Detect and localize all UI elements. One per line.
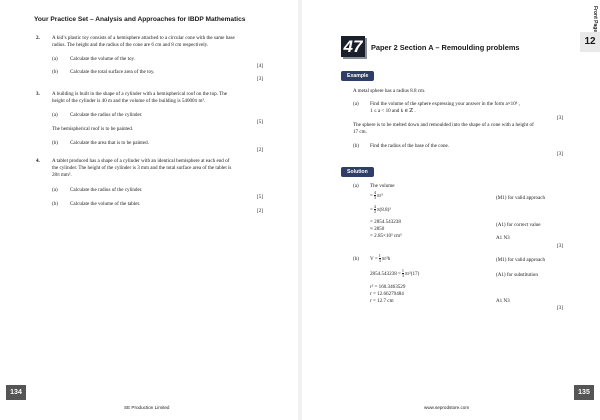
chapter-tab: 12 [580, 32, 600, 52]
question-4b-label: (b) [52, 201, 58, 207]
formula-tail: πr²h [381, 256, 391, 263]
question-4a-label: (a) [52, 187, 58, 193]
fraction-numerator: 4 [373, 190, 376, 195]
question-3b-label: (b) [52, 140, 58, 146]
example-mid-line1: The sphere is to be melted down and remoulded into the shape of a cone with a height of [353, 122, 534, 128]
example-b-label: (b) [353, 143, 359, 149]
question-4b-text: Calculate the volume of the tablet. [70, 201, 141, 207]
fraction [379, 254, 381, 264]
example-a-label: (a) [353, 101, 359, 107]
example-a-marks: [3] [557, 115, 563, 121]
question-3b-text: Calculate the area that is to be painted. [70, 140, 149, 146]
question-3a-label: (a) [52, 112, 58, 118]
example-b-text: Find the radius of the base of the cone. [370, 143, 450, 149]
question-3b-marks: [2] [257, 147, 263, 153]
example-b-marks: [3] [557, 151, 563, 157]
solution-note-m1a: (M1) for valid approach [496, 195, 546, 201]
solution-note-a1-n3b: A1 N3 [496, 298, 510, 304]
section-number-badge: 47 [341, 36, 365, 57]
example-label: Example [341, 71, 374, 81]
question-2a-text: Calculate the volume of the toy. [70, 56, 136, 62]
solution-a-marks: [3] [557, 243, 563, 249]
solution-line-cone-substitute [370, 269, 419, 279]
page-footer: www.seprodstore.com [424, 405, 470, 410]
formula-head: V = [370, 256, 378, 263]
question-2a-marks: [4] [257, 63, 263, 69]
book-gutter [298, 0, 302, 420]
question-3a-marks: [5] [257, 119, 263, 125]
question-4b-marks: [2] [257, 208, 263, 214]
solution-note-a1: (A1) for correct value [496, 222, 541, 228]
question-3-note: The hemispherical roof is to be painted. [52, 126, 134, 132]
solution-note-a1-sub: (A1) for substitution [496, 272, 538, 278]
page-header: Your Practice Set – Analysis and Approaches for IBDP Mathematics [34, 16, 246, 23]
question-3a-text: Calculate the radius of the cylinder. [70, 112, 143, 118]
solution-line-cone-formula [370, 254, 390, 264]
question-4-text-line3: 28π mm². [52, 172, 72, 178]
solution-line-answer-a: = 2.85×10³ cm³ [370, 233, 402, 239]
formula-tail: πr³ [376, 193, 383, 200]
example-a-text-line1: Find the volume of the sphere expressing your answer in the form a×10ᵏ , [370, 101, 520, 107]
fraction-denominator: 3 [378, 258, 381, 264]
solution-b-label: (b) [353, 256, 359, 262]
page-number-box: 135 [574, 385, 594, 400]
solution-b-marks: [3] [557, 305, 563, 311]
formula-tail: πr²(17) [404, 271, 420, 278]
solution-line-formula [370, 191, 383, 201]
question-4-text-line2: the cylinder. The height of the cylinder is 3 mm and the total surface area of the tablet is [52, 165, 232, 171]
solution-line-value: = 2854.543238 [370, 219, 401, 225]
equals-sign: = [370, 193, 373, 200]
fraction [402, 269, 404, 279]
example-a-text-line2: 1 ≤ a < 10 and k ∈ ℤ . [370, 108, 416, 114]
solution-line-substitute [370, 205, 391, 215]
fraction-denominator: 3 [401, 273, 404, 279]
question-4a-text: Calculate the radius of the cylinder. [70, 187, 143, 193]
solution-note-m1b: (M1) for valid approach [496, 257, 546, 263]
question-3-text-line1: A building is built in the shape of a cylinder with a hemispherical roof on the top. The [52, 91, 228, 97]
question-2b-label: (b) [52, 69, 58, 75]
right-page [304, 0, 600, 420]
fraction-numerator: 4 [373, 204, 376, 209]
solution-a-label: (a) [353, 183, 359, 189]
solution-note-a1-n3: A1 N3 [496, 235, 510, 241]
question-4-text-line1: A tablet produced has a shape of a cylinder with an identical hemisphere at each end of [52, 158, 230, 164]
solution-line-r-squared: r² = 160.3463529 [370, 284, 406, 290]
question-2-text-line2: radius. The height and the radius of the cone are 6 cm and 8 cm respectively. [52, 42, 209, 48]
question-2b-marks: [3] [257, 76, 263, 82]
left-page [0, 0, 296, 420]
formula-tail: π(8.8)³ [376, 207, 391, 214]
solution-line-volume: The volume [370, 183, 395, 189]
question-4a-marks: [5] [257, 194, 263, 200]
question-3-number: 3. [36, 91, 40, 97]
fraction-numerator: 1 [401, 268, 404, 273]
example-intro: A metal sphere has a radius 8.8 cm. [353, 88, 426, 94]
side-tab-label: Front Page [592, 6, 598, 33]
fraction-denominator: 3 [373, 209, 376, 215]
question-2b-text: Calculate the total surface area of the toy. [70, 69, 155, 75]
solution-line-r-exact: r = 12.66279484 [370, 291, 404, 297]
question-2a-label: (a) [52, 56, 58, 62]
page-number-box: 134 [6, 385, 26, 400]
page-footer: SE Production Limited [124, 405, 170, 410]
fraction-numerator: 1 [378, 253, 381, 258]
section-title: Paper 2 Section A – Remoulding problems [371, 43, 520, 52]
fraction [374, 191, 376, 201]
question-4-number: 4. [36, 158, 40, 164]
solution-line-answer-b: r = 12.7 cm [370, 298, 394, 304]
solution-label: Solution [341, 167, 374, 177]
solution-line-approx: ≈ 2850 [370, 226, 385, 232]
equals-sign: = [370, 207, 373, 214]
example-mid-line2: 17 cm. [353, 129, 367, 135]
question-2-number: 2. [36, 35, 40, 41]
question-2-text-line1: A kid’s plastic toy consists of a hemisphere attached to a circular cone with the same base [52, 35, 235, 41]
formula-head: 2854.543238 = [370, 271, 401, 278]
fraction-denominator: 3 [373, 195, 376, 201]
fraction [374, 205, 376, 215]
question-3-text-line2: height of the cylinder is 40 m and the volume of the building is 54000π m³. [52, 98, 206, 104]
